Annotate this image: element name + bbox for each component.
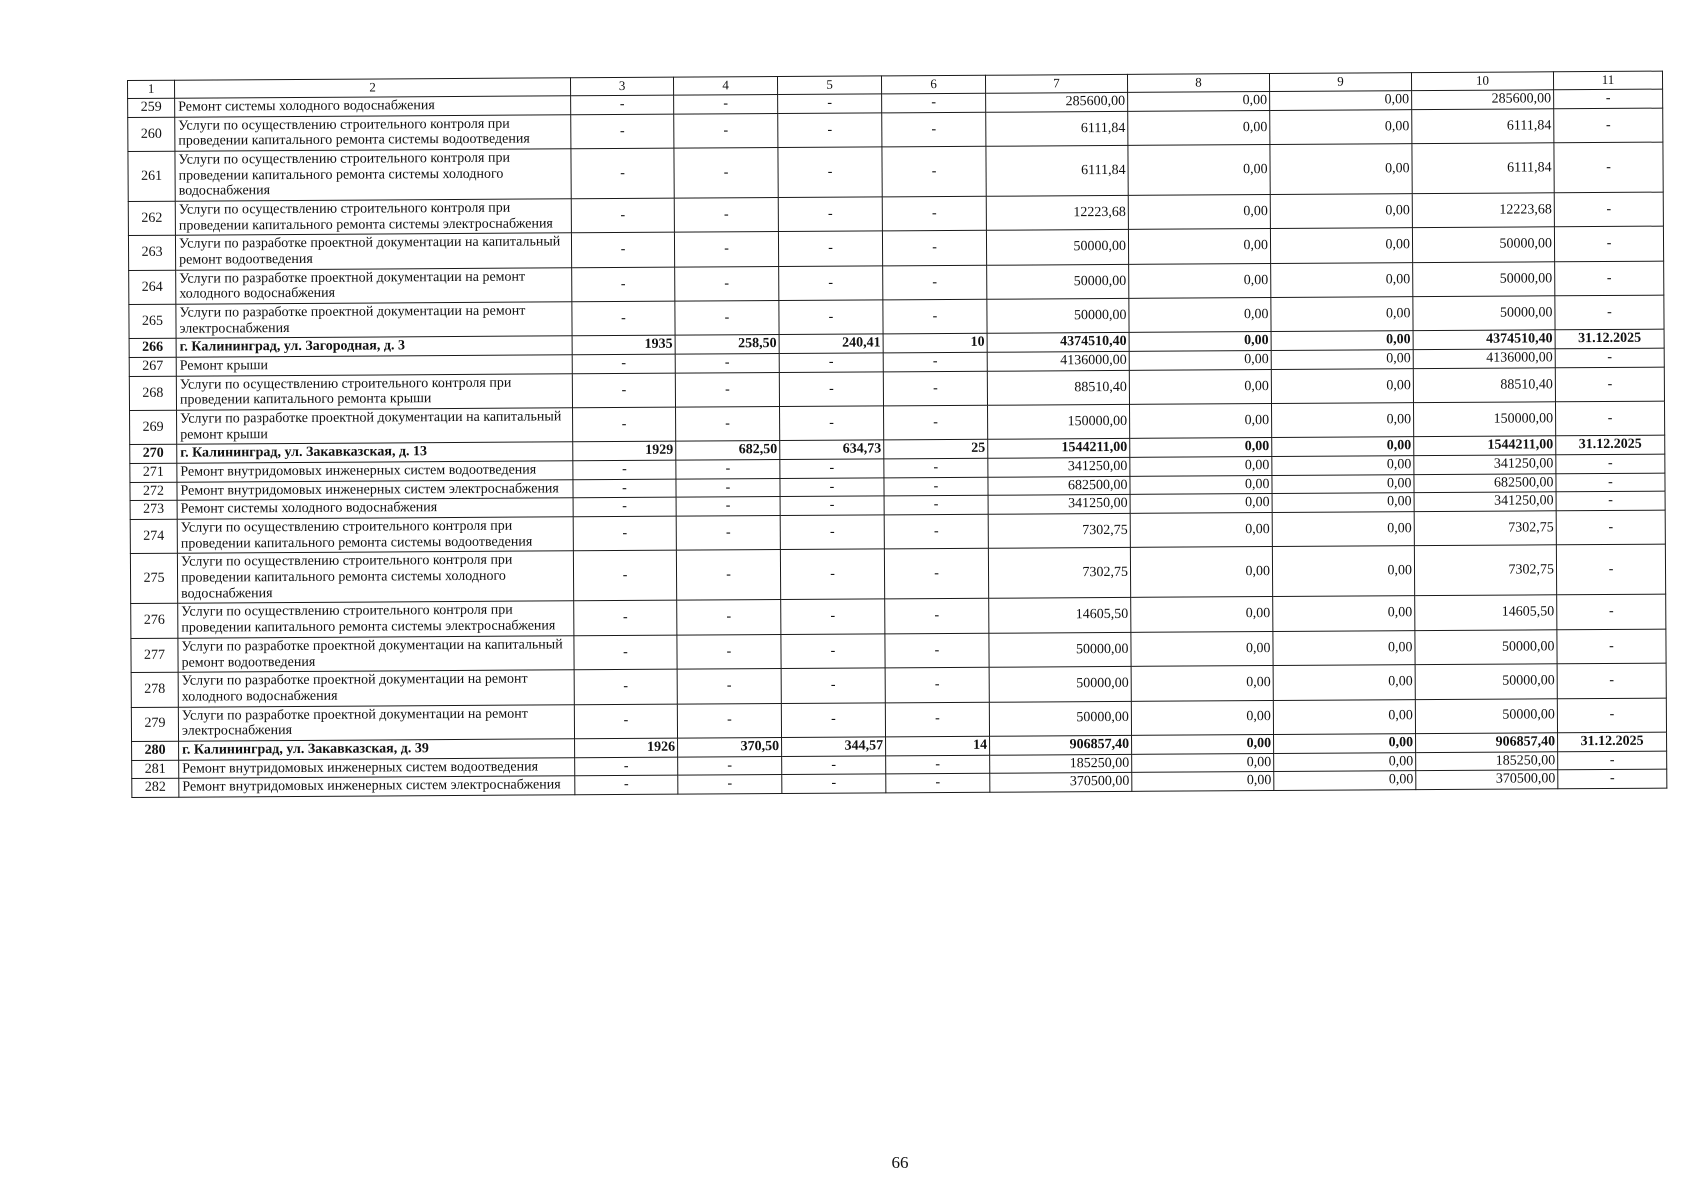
col4-cell: - — [675, 372, 779, 407]
col10-cell: 906857,40 — [1416, 733, 1558, 753]
table-body — [128, 71, 1667, 797]
col5-cell: - — [780, 549, 884, 600]
row-number-cell: 282 — [132, 778, 179, 797]
col9-cell: 0,00 — [1270, 144, 1412, 195]
col8-cell: 0,00 — [1129, 351, 1271, 371]
col6-cell: - — [884, 514, 988, 549]
col6-cell: - — [884, 496, 988, 515]
col11-cell: - — [1554, 108, 1663, 143]
col10-cell: 370500,00 — [1416, 770, 1558, 790]
col5-cell: 634,73 — [780, 440, 884, 459]
col4-cell: - — [678, 775, 782, 794]
col7-cell: 50000,00 — [989, 701, 1131, 736]
col4-cell: - — [676, 460, 780, 479]
col9-cell: 0,00 — [1273, 665, 1415, 700]
col10-cell: 12223,68 — [1412, 193, 1554, 228]
col4-cell: - — [675, 301, 779, 336]
col8-cell: 0,00 — [1130, 547, 1272, 598]
col11-cell: - — [1556, 545, 1665, 596]
col6-cell: - — [885, 667, 989, 702]
col10-cell: 682500,00 — [1414, 474, 1556, 494]
row-number-cell: 277 — [131, 638, 178, 673]
col6-cell: 25 — [884, 440, 988, 459]
col11-cell: - — [1554, 192, 1663, 227]
col9-cell: 0,00 — [1271, 331, 1413, 351]
col5-cell: - — [780, 496, 884, 515]
row-number-cell: 267 — [129, 357, 176, 376]
col11-cell: - — [1555, 348, 1664, 367]
col10-cell: 341250,00 — [1414, 492, 1556, 512]
col5-cell: - — [780, 406, 884, 441]
col8-cell: 0,00 — [1131, 666, 1273, 701]
col4-cell: - — [678, 756, 782, 775]
description-cell: г. Калининград, ул. Закавказская, д. 39 — [179, 739, 575, 760]
col7-cell: 4374510,40 — [987, 333, 1129, 353]
col9-cell: 0,00 — [1270, 228, 1412, 263]
col6-cell: - — [882, 93, 986, 112]
col5-cell: - — [780, 478, 884, 497]
col4-cell: - — [677, 634, 781, 669]
col7-cell: 7302,75 — [988, 548, 1130, 599]
column-header: 2 — [175, 78, 571, 98]
col3-cell: - — [572, 373, 675, 408]
col4-cell: - — [677, 600, 781, 635]
col9-cell: 0,00 — [1272, 437, 1414, 457]
row-number-cell: 264 — [129, 270, 176, 305]
col5-cell: - — [781, 668, 885, 703]
description-cell: Ремонт системы холодного водоснабжения — [177, 498, 573, 519]
col9-cell: 0,00 — [1272, 456, 1414, 476]
col9-cell: 0,00 — [1271, 403, 1413, 438]
row-number-cell: 271 — [130, 463, 177, 482]
col5-cell: - — [778, 147, 882, 198]
col9-cell: 0,00 — [1271, 350, 1413, 370]
col11-cell: 31.12.2025 — [1558, 732, 1667, 751]
col8-cell: 0,00 — [1130, 438, 1272, 458]
col7-cell: 682500,00 — [988, 476, 1130, 496]
col9-cell: 0,00 — [1271, 262, 1413, 297]
col7-cell: 906857,40 — [990, 735, 1132, 755]
column-header: 9 — [1269, 73, 1411, 92]
col4-cell: - — [676, 497, 780, 516]
column-header: 3 — [570, 77, 673, 96]
col3-cell: - — [573, 407, 676, 442]
col7-cell: 4136000,00 — [987, 351, 1129, 371]
description-cell: Ремонт внутридомовых инженерных систем электроснабжения — [177, 480, 573, 501]
col6-cell: - — [882, 112, 986, 147]
col10-cell: 341250,00 — [1414, 455, 1556, 475]
col9-cell: 0,00 — [1273, 630, 1415, 665]
col7-cell: 6111,84 — [986, 145, 1128, 196]
row-number-cell: 260 — [128, 117, 175, 152]
row-number-cell: 269 — [130, 410, 177, 445]
col6-cell: - — [883, 352, 987, 371]
col7-cell: 88510,40 — [987, 370, 1129, 405]
col6-cell: - — [886, 773, 990, 792]
col9-cell: 0,00 — [1272, 493, 1414, 513]
col11-cell: - — [1556, 473, 1665, 492]
col8-cell: 0,00 — [1129, 369, 1271, 404]
col11-cell: - — [1554, 142, 1663, 193]
row-number-cell: 268 — [129, 376, 176, 411]
col7-cell: 185250,00 — [990, 754, 1132, 774]
col8-cell: 0,00 — [1130, 475, 1272, 495]
col11-cell: - — [1555, 401, 1664, 436]
description-cell: Ремонт внутридомовых инженерных систем электроснабжения — [179, 776, 575, 797]
description-cell: Услуги по осуществлению строительного контроля при проведении капитального ремонта системы электроснабжения — [178, 601, 574, 638]
col5-cell: - — [780, 459, 884, 478]
col8-cell: 0,00 — [1132, 753, 1274, 773]
col10-cell: 1544211,00 — [1414, 436, 1556, 456]
page-number: 66 — [891, 1153, 909, 1172]
column-header: 10 — [1411, 72, 1553, 91]
col4-cell: - — [674, 95, 778, 114]
col10-cell: 6111,84 — [1412, 143, 1554, 194]
col5-cell: - — [779, 353, 883, 372]
col7-cell: 285600,00 — [986, 92, 1128, 112]
description-cell: Услуги по разработке проектной документации на ремонт холодного водоснабжения — [176, 268, 572, 305]
col8-cell: 0,00 — [1129, 332, 1271, 352]
col5-cell: 344,57 — [782, 737, 886, 756]
col11-cell: 31.12.2025 — [1555, 330, 1664, 349]
col7-cell: 50000,00 — [989, 632, 1131, 667]
col8-cell: 0,00 — [1131, 597, 1273, 632]
col10-cell: 150000,00 — [1413, 402, 1555, 437]
description-cell: Услуги по осуществлению строительного контроля при проведении капитального ремонта системы водоотведения — [175, 114, 571, 151]
col3-cell: - — [574, 601, 677, 636]
col11-cell: - — [1555, 261, 1664, 296]
col4-cell: - — [676, 516, 780, 551]
col9-cell: 0,00 — [1270, 91, 1412, 111]
col11-cell: - — [1558, 769, 1667, 788]
description-cell: Услуги по разработке проектной документации на ремонт электроснабжения — [176, 302, 572, 339]
col9-cell: 0,00 — [1270, 194, 1412, 229]
col10-cell: 50000,00 — [1413, 296, 1555, 331]
col10-cell: 50000,00 — [1415, 630, 1557, 665]
col8-cell: 0,00 — [1130, 457, 1272, 477]
col11-cell: - — [1557, 698, 1666, 733]
description-cell: Услуги по разработке проектной документации на ремонт электроснабжения — [178, 704, 574, 741]
col3-cell: 1926 — [575, 738, 678, 757]
col6-cell: - — [886, 755, 990, 774]
col11-cell: - — [1557, 663, 1666, 698]
col4-cell: 370,50 — [678, 737, 782, 756]
description-cell: Услуги по осуществлению строительного контроля при проведении капитального ремонта системы холодного водоснабжения — [175, 149, 571, 201]
col8-cell: 0,00 — [1129, 263, 1271, 298]
col6-cell: 10 — [883, 334, 987, 353]
col3-cell: - — [573, 479, 676, 498]
col3-cell: - — [574, 635, 677, 670]
col6-cell: 14 — [886, 736, 990, 755]
row-number-cell: 280 — [132, 741, 179, 760]
col3-cell: - — [571, 148, 674, 199]
col3-cell: - — [574, 704, 677, 739]
col7-cell: 50000,00 — [987, 298, 1129, 333]
col10-cell: 50000,00 — [1415, 698, 1557, 733]
col3-cell: - — [573, 498, 676, 517]
capital-repair-table — [127, 71, 1667, 798]
col6-cell: - — [885, 702, 989, 737]
col5-cell: - — [782, 774, 886, 793]
col10-cell: 4374510,40 — [1413, 330, 1555, 350]
description-cell: Услуги по осуществлению строительного контроля при проведении капитального ремонта системы водоотведения — [177, 517, 573, 554]
col9-cell: 0,00 — [1274, 752, 1416, 772]
col8-cell: 0,00 — [1130, 494, 1272, 514]
col4-cell: - — [674, 198, 778, 233]
description-cell: Ремонт крыши — [176, 355, 572, 376]
col5-cell: - — [779, 372, 883, 407]
row-number-cell: 261 — [128, 151, 175, 201]
col6-cell: - — [883, 371, 987, 406]
col5-cell: - — [778, 113, 882, 148]
col4-cell: - — [676, 478, 780, 497]
col7-cell: 50000,00 — [987, 264, 1129, 299]
col4-cell: - — [677, 669, 781, 704]
col3-cell: - — [575, 775, 678, 794]
description-cell: Ремонт внутридомовых инженерных систем водоотведения — [179, 757, 575, 778]
row-number-cell: 259 — [128, 98, 175, 117]
col10-cell: 7302,75 — [1414, 511, 1556, 546]
col4-cell: - — [674, 232, 778, 267]
col3-cell: - — [573, 460, 676, 479]
description-cell: Услуги по разработке проектной документации на капитальный ремонт водоотведения — [178, 636, 574, 673]
col11-cell: - — [1556, 510, 1665, 545]
column-header: 1 — [128, 80, 175, 98]
row-number-cell: 279 — [131, 707, 178, 742]
col6-cell: - — [883, 299, 987, 334]
col8-cell: 0,00 — [1132, 734, 1274, 754]
col9-cell: 0,00 — [1270, 109, 1412, 144]
description-cell: г. Калининград, ул. Загородная, д. 3 — [176, 336, 572, 357]
col11-cell: - — [1557, 595, 1666, 630]
col8-cell: 0,00 — [1128, 145, 1270, 196]
col10-cell: 185250,00 — [1416, 751, 1558, 771]
col11-cell: - — [1557, 629, 1666, 664]
col4-cell: - — [677, 703, 781, 738]
col10-cell: 50000,00 — [1415, 664, 1557, 699]
row-number-cell: 262 — [128, 201, 175, 236]
col4-cell: - — [674, 148, 778, 199]
col9-cell: 0,00 — [1272, 512, 1414, 547]
col8-cell: 0,00 — [1128, 92, 1270, 112]
column-header: 11 — [1553, 71, 1662, 90]
description-cell: Услуги по разработке проектной документации на капитальный ремонт водоотведения — [175, 233, 571, 270]
col10-cell: 50000,00 — [1412, 227, 1554, 262]
col3-cell: - — [574, 669, 677, 704]
col8-cell: 0,00 — [1130, 404, 1272, 439]
col8-cell: 0,00 — [1132, 772, 1274, 792]
row-number-cell: 274 — [130, 519, 177, 554]
col8-cell: 0,00 — [1131, 631, 1273, 666]
col9-cell: 0,00 — [1272, 546, 1414, 597]
col7-cell: 12223,68 — [986, 195, 1128, 230]
col8-cell: 0,00 — [1128, 195, 1270, 230]
col3-cell: - — [571, 198, 674, 233]
row-number-cell: 273 — [130, 501, 177, 520]
row-number-cell: 266 — [129, 339, 176, 358]
col10-cell: 7302,75 — [1414, 545, 1556, 596]
col6-cell: - — [883, 265, 987, 300]
col3-cell: - — [571, 233, 674, 268]
description-cell: Ремонт системы холодного водоснабжения — [175, 96, 571, 117]
col5-cell: - — [779, 300, 883, 335]
col4-cell: - — [675, 266, 779, 301]
col10-cell: 4136000,00 — [1413, 349, 1555, 369]
col7-cell: 50000,00 — [986, 230, 1128, 265]
col3-cell: - — [575, 757, 678, 776]
row-number-cell: 276 — [131, 604, 178, 639]
col5-cell: - — [778, 94, 882, 113]
col9-cell: 0,00 — [1271, 297, 1413, 332]
description-cell: г. Калининград, ул. Закавказская, д. 13 — [177, 442, 573, 463]
col8-cell: 0,00 — [1129, 298, 1271, 333]
col5-cell: - — [782, 755, 886, 774]
col8-cell: 0,00 — [1131, 700, 1273, 735]
col5-cell: - — [781, 599, 885, 634]
col3-cell: - — [571, 95, 674, 114]
col10-cell: 285600,00 — [1412, 90, 1554, 110]
col6-cell: - — [884, 477, 988, 496]
col6-cell: - — [884, 405, 988, 440]
description-cell: Услуги по осуществлению строительного контроля при проведении капитального ремонта системы электроснабжения — [175, 199, 571, 236]
col7-cell: 14605,50 — [989, 598, 1131, 633]
col3-cell: - — [573, 516, 676, 551]
col11-cell: 31.12.2025 — [1556, 436, 1665, 455]
col10-cell: 6111,84 — [1412, 108, 1554, 143]
row-number-cell: 265 — [129, 304, 176, 339]
col11-cell: - — [1558, 751, 1667, 770]
col6-cell: - — [882, 196, 986, 231]
col11-cell: - — [1554, 226, 1663, 261]
col6-cell: - — [884, 549, 988, 600]
column-header: 5 — [777, 76, 881, 95]
col10-cell: 50000,00 — [1413, 262, 1555, 297]
col5-cell: 240,41 — [779, 334, 883, 353]
col5-cell: - — [778, 231, 882, 266]
col3-cell: - — [572, 354, 675, 373]
description-cell: Услуги по осуществлению строительного контроля при проведении капитального ремонта крыши — [176, 374, 572, 411]
col9-cell: 0,00 — [1274, 771, 1416, 791]
col4-cell: 258,50 — [675, 335, 779, 354]
col3-cell: 1935 — [572, 336, 675, 355]
col3-cell: - — [572, 267, 675, 302]
col6-cell: - — [882, 231, 986, 266]
col11-cell: - — [1554, 89, 1663, 108]
col10-cell: 14605,50 — [1415, 595, 1557, 630]
col4-cell: 682,50 — [676, 441, 780, 460]
row-number-cell: 270 — [130, 445, 177, 464]
row-number-cell: 278 — [131, 672, 178, 707]
description-cell: Услуги по разработке проектной документации на капитальный ремонт крыши — [177, 408, 573, 445]
col5-cell: - — [781, 702, 885, 737]
col11-cell: - — [1555, 367, 1664, 402]
col11-cell: - — [1555, 295, 1664, 330]
col10-cell: 88510,40 — [1413, 368, 1555, 403]
description-cell: Ремонт внутридомовых инженерных систем водоотведения — [177, 461, 573, 482]
col5-cell: - — [778, 197, 882, 232]
col5-cell: - — [780, 515, 884, 550]
row-number-cell: 272 — [130, 482, 177, 501]
col9-cell: 0,00 — [1271, 368, 1413, 403]
description-cell: Услуги по осуществлению строительного контроля при проведении капитального ремонта системы холодного водоснабжения — [177, 551, 573, 603]
row-number-cell: 263 — [128, 236, 175, 271]
column-header: 4 — [673, 77, 777, 96]
col9-cell: 0,00 — [1273, 596, 1415, 631]
col7-cell: 341250,00 — [988, 457, 1130, 477]
col3-cell: - — [572, 301, 675, 336]
col9-cell: 0,00 — [1274, 734, 1416, 754]
row-number-cell: 281 — [132, 760, 179, 779]
col11-cell: - — [1556, 454, 1665, 473]
column-header: 8 — [1127, 74, 1269, 93]
col3-cell: 1929 — [573, 442, 676, 461]
col8-cell: 0,00 — [1128, 229, 1270, 264]
description-cell: Услуги по разработке проектной документации на ремонт холодного водоснабжения — [178, 670, 574, 707]
col3-cell: - — [573, 551, 676, 602]
col11-cell: - — [1556, 492, 1665, 511]
row-number-cell: 275 — [130, 554, 177, 604]
col6-cell: - — [882, 146, 986, 197]
col7-cell: 50000,00 — [989, 667, 1131, 702]
col4-cell: - — [676, 550, 780, 601]
col9-cell: 0,00 — [1272, 474, 1414, 494]
col6-cell: - — [885, 599, 989, 634]
col6-cell: - — [884, 458, 988, 477]
col4-cell: - — [676, 407, 780, 442]
col3-cell: - — [571, 114, 674, 149]
col7-cell: 7302,75 — [988, 514, 1130, 549]
col7-cell: 370500,00 — [990, 773, 1132, 793]
col6-cell: - — [885, 633, 989, 668]
col5-cell: - — [779, 266, 883, 301]
col7-cell: 150000,00 — [988, 404, 1130, 439]
col9-cell: 0,00 — [1273, 699, 1415, 734]
col4-cell: - — [675, 354, 779, 373]
col4-cell: - — [674, 113, 778, 148]
col7-cell: 341250,00 — [988, 495, 1130, 515]
col7-cell: 1544211,00 — [988, 439, 1130, 459]
col5-cell: - — [781, 634, 885, 669]
column-header: 6 — [881, 75, 985, 94]
col8-cell: 0,00 — [1130, 513, 1272, 548]
col7-cell: 6111,84 — [986, 111, 1128, 146]
column-header: 7 — [985, 74, 1127, 93]
col8-cell: 0,00 — [1128, 110, 1270, 145]
